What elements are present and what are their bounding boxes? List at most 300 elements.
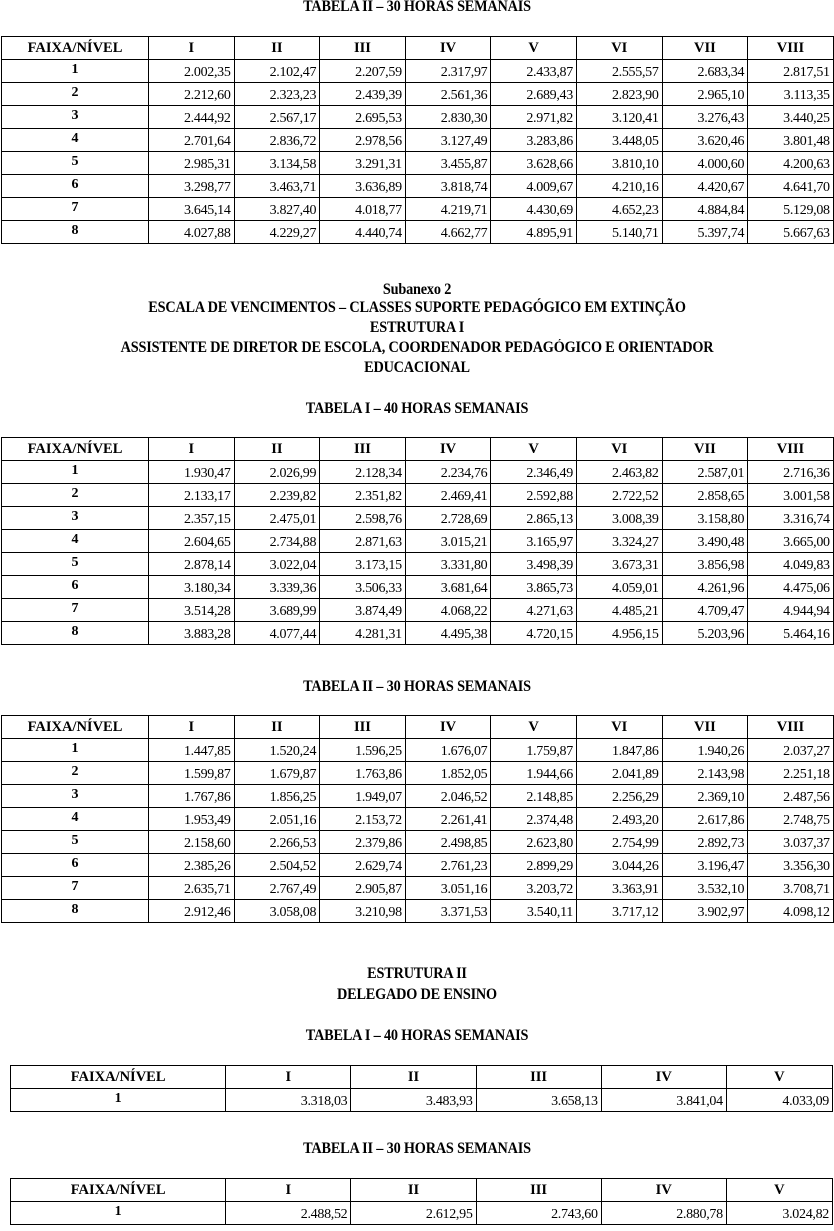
salary-value-cell: 2.051,16 — [234, 808, 320, 831]
salary-value-cell: 2.561,36 — [405, 83, 491, 106]
salary-value-cell: 2.256,29 — [576, 785, 662, 808]
salary-value-cell: 2.379,86 — [320, 831, 406, 854]
column-header-nivel: VIII — [748, 37, 834, 60]
faixa-cell: 4 — [2, 129, 149, 152]
salary-value-cell: 4.895,91 — [491, 221, 577, 244]
salary-value-cell: 2.748,75 — [748, 808, 834, 831]
faixa-cell: 1 — [2, 60, 149, 83]
salary-value-cell: 3.316,74 — [748, 507, 834, 530]
salary-value-cell: 3.291,31 — [320, 152, 406, 175]
salary-value-cell: 3.356,30 — [748, 854, 834, 877]
column-header-nivel: I — [226, 1179, 351, 1202]
salary-value-cell: 4.884,84 — [662, 198, 748, 221]
salary-value-cell: 2.385,26 — [149, 854, 235, 877]
table-row — [2, 622, 834, 645]
salary-value-cell: 1.949,07 — [320, 785, 406, 808]
column-header-nivel: IV — [405, 438, 491, 461]
salary-value-cell: 3.665,00 — [748, 530, 834, 553]
salary-value-cell: 2.617,86 — [662, 808, 748, 831]
column-header-nivel: II — [351, 1066, 476, 1089]
salary-value-cell: 2.767,49 — [234, 877, 320, 900]
salary-value-cell: 3.339,36 — [234, 576, 320, 599]
table-title: TABELA I – 40 HORAS SEMANAIS — [305, 400, 529, 417]
salary-value-cell: 3.324,27 — [576, 530, 662, 553]
table-row — [2, 739, 834, 762]
salary-value-cell: 4.018,77 — [320, 198, 406, 221]
salary-value-cell: 2.498,85 — [405, 831, 491, 854]
salary-value-cell: 3.127,49 — [405, 129, 491, 152]
salary-value-cell: 5.464,16 — [748, 622, 834, 645]
table-title: TABELA II – 30 HORAS SEMANAIS — [303, 0, 531, 15]
column-header-nivel: VII — [662, 716, 748, 739]
salary-value-cell: 3.051,16 — [405, 877, 491, 900]
column-header-nivel: III — [320, 438, 406, 461]
salary-value-cell: 2.716,36 — [748, 461, 834, 484]
salary-value-cell: 2.046,52 — [405, 785, 491, 808]
salary-value-cell: 4.709,47 — [662, 599, 748, 622]
column-header-faixa-nivel: FAIXA/NÍVEL — [2, 716, 149, 739]
salary-value-cell: 2.892,73 — [662, 831, 748, 854]
salary-value-cell: 3.708,71 — [748, 877, 834, 900]
table-row — [2, 461, 834, 484]
table-row — [2, 576, 834, 599]
salary-value-cell: 3.008,39 — [576, 507, 662, 530]
salary-value-cell: 3.210,98 — [320, 900, 406, 923]
salary-value-cell: 3.173,15 — [320, 553, 406, 576]
subanexo-title: ESCALA DE VENCIMENTOS – CLASSES SUPORTE PEDAGÓGICO EM EXTINÇÃO — [148, 299, 686, 316]
salary-value-cell: 2.439,39 — [320, 83, 406, 106]
salary-value-cell: 4.000,60 — [662, 152, 748, 175]
salary-value-cell: 2.722,52 — [576, 484, 662, 507]
salary-value-cell: 2.323,23 — [234, 83, 320, 106]
faixa-cell: 2 — [2, 484, 149, 507]
salary-value-cell: 4.652,23 — [576, 198, 662, 221]
table-row — [11, 1089, 833, 1112]
salary-value-cell: 4.059,01 — [576, 576, 662, 599]
salary-value-cell: 2.743,60 — [476, 1202, 601, 1225]
salary-value-cell: 3.856,98 — [662, 553, 748, 576]
table-title: TABELA II – 30 HORAS SEMANAIS — [303, 1140, 531, 1157]
salary-value-cell: 4.210,16 — [576, 175, 662, 198]
salary-value-cell: 3.318,03 — [226, 1089, 351, 1112]
salary-value-cell: 2.207,59 — [320, 60, 406, 83]
salary-value-cell: 4.430,69 — [491, 198, 577, 221]
salary-value-cell: 2.761,23 — [405, 854, 491, 877]
column-header-nivel: III — [320, 716, 406, 739]
salary-value-cell: 2.234,76 — [405, 461, 491, 484]
salary-value-cell: 2.148,85 — [491, 785, 577, 808]
salary-value-cell: 1.759,87 — [491, 739, 577, 762]
column-header-nivel: VI — [576, 716, 662, 739]
cargos-line-2: EDUCACIONAL — [364, 359, 470, 376]
salary-value-cell: 2.604,65 — [149, 530, 235, 553]
salary-value-cell: 3.463,71 — [234, 175, 320, 198]
salary-value-cell: 2.251,18 — [748, 762, 834, 785]
salary-value-cell: 2.346,49 — [491, 461, 577, 484]
salary-value-cell: 1.856,25 — [234, 785, 320, 808]
salary-value-cell: 2.858,65 — [662, 484, 748, 507]
salary-value-cell: 4.662,77 — [405, 221, 491, 244]
table-row — [2, 900, 834, 923]
salary-value-cell: 3.827,40 — [234, 198, 320, 221]
salary-value-cell: 2.836,72 — [234, 129, 320, 152]
column-header-nivel: I — [149, 438, 235, 461]
faixa-cell: 5 — [2, 152, 149, 175]
salary-value-cell: 4.261,96 — [662, 576, 748, 599]
salary-value-cell: 5.667,63 — [748, 221, 834, 244]
table-row — [2, 221, 834, 244]
salary-value-cell: 3.058,08 — [234, 900, 320, 923]
faixa-cell: 7 — [2, 599, 149, 622]
salary-value-cell: 2.635,71 — [149, 877, 235, 900]
faixa-cell: 1 — [11, 1202, 226, 1225]
salary-value-cell: 3.681,64 — [405, 576, 491, 599]
salary-value-cell: 2.444,92 — [149, 106, 235, 129]
salary-value-cell: 2.266,53 — [234, 831, 320, 854]
column-header-nivel: II — [351, 1179, 476, 1202]
salary-value-cell: 1.676,07 — [405, 739, 491, 762]
salary-value-cell: 3.196,47 — [662, 854, 748, 877]
table-row — [2, 785, 834, 808]
salary-value-cell: 3.371,53 — [405, 900, 491, 923]
salary-value-cell: 2.878,14 — [149, 553, 235, 576]
table-row — [2, 83, 834, 106]
salary-value-cell: 2.567,17 — [234, 106, 320, 129]
faixa-cell: 1 — [2, 461, 149, 484]
column-header-nivel: I — [226, 1066, 351, 1089]
salary-value-cell: 2.823,90 — [576, 83, 662, 106]
header-row — [2, 37, 834, 60]
column-header-nivel: IV — [405, 37, 491, 60]
salary-value-cell: 2.754,99 — [576, 831, 662, 854]
salary-value-cell: 2.971,82 — [491, 106, 577, 129]
salary-value-cell: 1.599,87 — [149, 762, 235, 785]
header-row — [2, 716, 834, 739]
faixa-cell: 7 — [2, 198, 149, 221]
salary-value-cell: 5.129,08 — [748, 198, 834, 221]
column-header-nivel: III — [320, 37, 406, 60]
estrutura-ii-heading: ESTRUTURA II — [367, 965, 467, 982]
salary-value-cell: 3.841,04 — [601, 1089, 726, 1112]
table-row — [2, 175, 834, 198]
salary-value-cell: 2.912,46 — [149, 900, 235, 923]
faixa-cell: 6 — [2, 854, 149, 877]
faixa-cell: 5 — [2, 831, 149, 854]
salary-value-cell: 2.965,10 — [662, 83, 748, 106]
salary-value-cell: 2.880,78 — [601, 1202, 726, 1225]
salary-value-cell: 2.734,88 — [234, 530, 320, 553]
salary-value-cell: 2.239,82 — [234, 484, 320, 507]
column-header-nivel: VII — [662, 37, 748, 60]
salary-value-cell: 4.475,06 — [748, 576, 834, 599]
column-header-nivel: V — [726, 1066, 832, 1089]
salary-value-cell: 2.504,52 — [234, 854, 320, 877]
salary-value-cell: 4.049,83 — [748, 553, 834, 576]
salary-value-cell: 2.985,31 — [149, 152, 235, 175]
column-header-nivel: IV — [601, 1066, 726, 1089]
salary-value-cell: 2.037,27 — [748, 739, 834, 762]
salary-value-cell: 2.488,52 — [226, 1202, 351, 1225]
salary-value-cell: 3.658,13 — [476, 1089, 601, 1112]
salary-value-cell: 3.283,86 — [491, 129, 577, 152]
salary-value-cell: 2.374,48 — [491, 808, 577, 831]
salary-value-cell: 3.717,12 — [576, 900, 662, 923]
column-header-faixa-nivel: FAIXA/NÍVEL — [11, 1179, 226, 1202]
salary-value-cell: 3.298,77 — [149, 175, 235, 198]
salary-value-cell: 2.158,60 — [149, 831, 235, 854]
salary-value-cell: 2.728,69 — [405, 507, 491, 530]
salary-value-cell: 3.636,89 — [320, 175, 406, 198]
salary-value-cell: 3.902,97 — [662, 900, 748, 923]
column-header-nivel: IV — [405, 716, 491, 739]
table-row — [2, 854, 834, 877]
salary-value-cell: 3.440,25 — [748, 106, 834, 129]
salary-value-cell: 4.068,22 — [405, 599, 491, 622]
salary-value-cell: 1.447,85 — [149, 739, 235, 762]
table-row — [2, 152, 834, 175]
salary-value-cell: 2.469,41 — [405, 484, 491, 507]
salary-value-cell: 2.683,34 — [662, 60, 748, 83]
faixa-cell: 6 — [2, 576, 149, 599]
salary-table-top-30h — [1, 36, 834, 244]
salary-value-cell: 3.120,41 — [576, 106, 662, 129]
salary-table-estrutura-ii-30h — [10, 1178, 833, 1225]
salary-value-cell: 3.645,14 — [149, 198, 235, 221]
table-row — [2, 106, 834, 129]
salary-value-cell: 3.673,31 — [576, 553, 662, 576]
header-row — [11, 1179, 833, 1202]
table-row — [2, 60, 834, 83]
salary-value-cell: 2.212,60 — [149, 83, 235, 106]
estrutura-ii-cargo: DELEGADO DE ENSINO — [337, 986, 497, 1003]
salary-value-cell: 3.001,58 — [748, 484, 834, 507]
column-header-nivel: III — [476, 1179, 601, 1202]
salary-value-cell: 3.024,82 — [726, 1202, 832, 1225]
salary-table-estrutura-ii-40h — [10, 1065, 833, 1112]
salary-value-cell: 3.037,37 — [748, 831, 834, 854]
column-header-nivel: I — [149, 716, 235, 739]
table-row — [2, 553, 834, 576]
salary-value-cell: 4.420,67 — [662, 175, 748, 198]
table-row — [2, 530, 834, 553]
salary-value-cell: 1.679,87 — [234, 762, 320, 785]
table-row — [2, 129, 834, 152]
salary-value-cell: 3.022,04 — [234, 553, 320, 576]
salary-value-cell: 3.540,11 — [491, 900, 577, 923]
column-header-faixa-nivel: FAIXA/NÍVEL — [11, 1066, 226, 1089]
salary-value-cell: 2.701,64 — [149, 129, 235, 152]
salary-value-cell: 3.044,26 — [576, 854, 662, 877]
salary-value-cell: 2.978,56 — [320, 129, 406, 152]
salary-value-cell: 2.899,29 — [491, 854, 577, 877]
salary-value-cell: 4.098,12 — [748, 900, 834, 923]
salary-value-cell: 3.532,10 — [662, 877, 748, 900]
salary-value-cell: 1.847,86 — [576, 739, 662, 762]
salary-value-cell: 3.874,49 — [320, 599, 406, 622]
table-row — [2, 877, 834, 900]
salary-value-cell: 2.102,47 — [234, 60, 320, 83]
salary-value-cell: 3.134,58 — [234, 152, 320, 175]
salary-value-cell: 2.865,13 — [491, 507, 577, 530]
salary-value-cell: 3.363,91 — [576, 877, 662, 900]
salary-value-cell: 2.871,63 — [320, 530, 406, 553]
salary-value-cell: 4.956,15 — [576, 622, 662, 645]
cargos-line-1: ASSISTENTE DE DIRETOR DE ESCOLA, COORDENADOR PEDAGÓGICO E ORIENTADOR — [120, 339, 714, 356]
faixa-cell: 3 — [2, 507, 149, 530]
salary-value-cell: 1.940,26 — [662, 739, 748, 762]
salary-value-cell: 3.810,10 — [576, 152, 662, 175]
salary-value-cell: 3.165,97 — [491, 530, 577, 553]
salary-value-cell: 1.953,49 — [149, 808, 235, 831]
faixa-cell: 2 — [2, 762, 149, 785]
salary-value-cell: 3.331,80 — [405, 553, 491, 576]
column-header-nivel: I — [149, 37, 235, 60]
salary-value-cell: 2.555,57 — [576, 60, 662, 83]
salary-value-cell: 3.113,35 — [748, 83, 834, 106]
faixa-cell: 1 — [2, 739, 149, 762]
column-header-nivel: VIII — [748, 716, 834, 739]
salary-value-cell: 3.490,48 — [662, 530, 748, 553]
salary-value-cell: 2.143,98 — [662, 762, 748, 785]
salary-value-cell: 2.487,56 — [748, 785, 834, 808]
faixa-cell: 3 — [2, 785, 149, 808]
subanexo-label: Subanexo 2 — [382, 281, 452, 298]
salary-value-cell: 2.623,80 — [491, 831, 577, 854]
faixa-cell: 5 — [2, 553, 149, 576]
salary-value-cell: 1.944,66 — [491, 762, 577, 785]
salary-value-cell: 2.026,99 — [234, 461, 320, 484]
faixa-cell: 3 — [2, 106, 149, 129]
faixa-cell: 2 — [2, 83, 149, 106]
salary-value-cell: 3.498,39 — [491, 553, 577, 576]
column-header-nivel: III — [476, 1066, 601, 1089]
salary-value-cell: 2.317,97 — [405, 60, 491, 83]
salary-value-cell: 3.801,48 — [748, 129, 834, 152]
salary-value-cell: 4.495,38 — [405, 622, 491, 645]
salary-value-cell: 2.695,53 — [320, 106, 406, 129]
salary-value-cell: 2.689,43 — [491, 83, 577, 106]
salary-value-cell: 2.830,30 — [405, 106, 491, 129]
salary-value-cell: 2.153,72 — [320, 808, 406, 831]
faixa-cell: 4 — [2, 808, 149, 831]
column-header-nivel: V — [491, 37, 577, 60]
faixa-cell: 8 — [2, 622, 149, 645]
salary-value-cell: 3.455,87 — [405, 152, 491, 175]
salary-value-cell: 4.720,15 — [491, 622, 577, 645]
salary-value-cell: 3.506,33 — [320, 576, 406, 599]
salary-value-cell: 2.133,17 — [149, 484, 235, 507]
table-row — [2, 198, 834, 221]
salary-value-cell: 2.905,87 — [320, 877, 406, 900]
salary-value-cell: 2.261,41 — [405, 808, 491, 831]
salary-value-cell: 2.629,74 — [320, 854, 406, 877]
salary-value-cell: 1.852,05 — [405, 762, 491, 785]
salary-value-cell: 1.930,47 — [149, 461, 235, 484]
salary-value-cell: 3.180,34 — [149, 576, 235, 599]
salary-table-estrutura-i-40h — [1, 437, 834, 645]
faixa-cell: 6 — [2, 175, 149, 198]
column-header-nivel: VII — [662, 438, 748, 461]
salary-value-cell: 1.767,86 — [149, 785, 235, 808]
salary-value-cell: 2.592,88 — [491, 484, 577, 507]
column-header-nivel: VI — [576, 37, 662, 60]
salary-value-cell: 2.598,76 — [320, 507, 406, 530]
salary-value-cell: 4.200,63 — [748, 152, 834, 175]
salary-value-cell: 2.041,89 — [576, 762, 662, 785]
salary-value-cell: 3.865,73 — [491, 576, 577, 599]
salary-value-cell: 2.351,82 — [320, 484, 406, 507]
salary-value-cell: 3.015,21 — [405, 530, 491, 553]
salary-value-cell: 2.475,01 — [234, 507, 320, 530]
salary-value-cell: 4.485,21 — [576, 599, 662, 622]
salary-value-cell: 4.944,94 — [748, 599, 834, 622]
table-row — [2, 507, 834, 530]
table-row — [11, 1202, 833, 1225]
salary-value-cell: 4.641,70 — [748, 175, 834, 198]
salary-value-cell: 4.229,27 — [234, 221, 320, 244]
salary-value-cell: 4.009,67 — [491, 175, 577, 198]
faixa-cell: 8 — [2, 221, 149, 244]
salary-value-cell: 4.219,71 — [405, 198, 491, 221]
salary-value-cell: 4.281,31 — [320, 622, 406, 645]
salary-value-cell: 3.276,43 — [662, 106, 748, 129]
salary-value-cell: 2.128,34 — [320, 461, 406, 484]
column-header-nivel: V — [491, 438, 577, 461]
salary-value-cell: 3.689,99 — [234, 599, 320, 622]
salary-value-cell: 3.483,93 — [351, 1089, 476, 1112]
salary-value-cell: 5.397,74 — [662, 221, 748, 244]
header-row — [11, 1066, 833, 1089]
salary-value-cell: 5.140,71 — [576, 221, 662, 244]
salary-value-cell: 2.493,20 — [576, 808, 662, 831]
column-header-nivel: II — [234, 438, 320, 461]
salary-value-cell: 3.448,05 — [576, 129, 662, 152]
salary-value-cell: 3.514,28 — [149, 599, 235, 622]
salary-value-cell: 2.463,82 — [576, 461, 662, 484]
salary-value-cell: 3.628,66 — [491, 152, 577, 175]
salary-value-cell: 4.271,63 — [491, 599, 577, 622]
salary-value-cell: 2.433,87 — [491, 60, 577, 83]
table-row — [2, 599, 834, 622]
header-row — [2, 438, 834, 461]
salary-value-cell: 3.818,74 — [405, 175, 491, 198]
salary-value-cell: 4.033,09 — [726, 1089, 832, 1112]
salary-value-cell: 3.158,80 — [662, 507, 748, 530]
table-row — [2, 762, 834, 785]
salary-value-cell: 1.596,25 — [320, 739, 406, 762]
salary-value-cell: 1.763,86 — [320, 762, 406, 785]
salary-value-cell: 4.027,88 — [149, 221, 235, 244]
salary-table-estrutura-i-30h — [1, 715, 834, 923]
salary-value-cell: 4.077,44 — [234, 622, 320, 645]
salary-value-cell: 1.520,24 — [234, 739, 320, 762]
salary-value-cell: 3.620,46 — [662, 129, 748, 152]
faixa-cell: 4 — [2, 530, 149, 553]
column-header-nivel: V — [491, 716, 577, 739]
salary-value-cell: 2.369,10 — [662, 785, 748, 808]
salary-value-cell: 2.817,51 — [748, 60, 834, 83]
column-header-nivel: II — [234, 37, 320, 60]
salary-value-cell: 3.883,28 — [149, 622, 235, 645]
salary-value-cell: 2.587,01 — [662, 461, 748, 484]
column-header-nivel: IV — [601, 1179, 726, 1202]
column-header-nivel: VI — [576, 438, 662, 461]
column-header-faixa-nivel: FAIXA/NÍVEL — [2, 37, 149, 60]
table-title: TABELA II – 30 HORAS SEMANAIS — [303, 678, 531, 695]
column-header-faixa-nivel: FAIXA/NÍVEL — [2, 438, 149, 461]
faixa-cell: 1 — [11, 1089, 226, 1112]
faixa-cell: 8 — [2, 900, 149, 923]
